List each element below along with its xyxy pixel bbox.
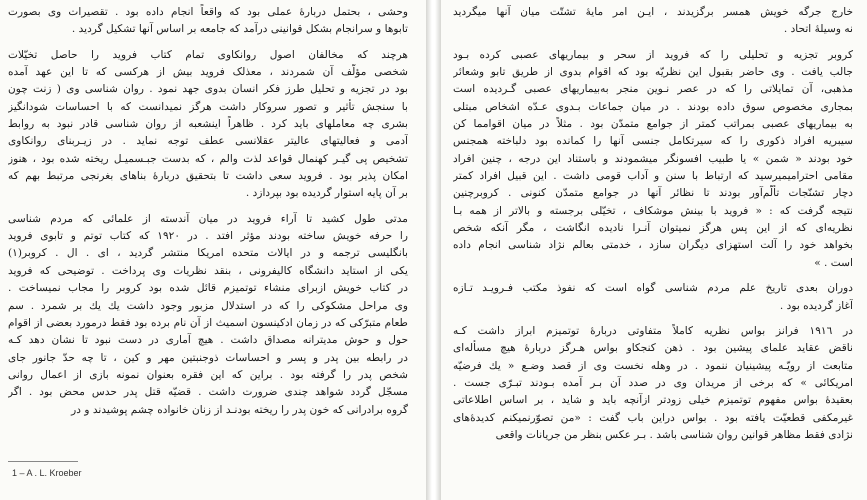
text-line: حول و حوش مدیترانه مصداق داشت . هیچ آماری در دست نبود تا نشان دهد کـه	[8, 334, 408, 347]
text-line: طعام متبرّکی که در زمان ادکینسون اسمیث از آن نام برده بود فقط درمورد بعضی از اقوام	[8, 316, 408, 329]
book-gutter	[426, 0, 441, 500]
text-line: امریکائی » که برخی از مریدان وی در صدد آن بـر آمده بـودند تبـرّی جست .	[453, 376, 853, 389]
paragraph-gap	[453, 315, 853, 323]
text-line: جالب یافت . وی حاضر بقبول این نظریّه بود که اقوام بدوی از طریق تابو وشعائر	[453, 66, 853, 79]
left-page	[0, 0, 426, 500]
text-line: وی مراحل مشکوکی را که در استدلال مزبور وجود داشت یك یك بر شمرد . سم	[8, 299, 408, 312]
text-line: امکان پذیر بود . فروید سعی داشت تا بتحقیق دربارهٔ بناهای بغرنجی مرتبط بهم که	[8, 170, 408, 183]
text-line: بانگلیسی ترجمه و در ایالات متحده امریکا منتشر گردید ، ای . ال . کروبر(۱)	[8, 247, 408, 260]
paragraph	[8, 211, 408, 419]
text-line: بخواهد خود را آلت استهزای دیگران سازد ، خدمتی بعالم نژاد شناسی انجام داده	[453, 239, 853, 252]
text-line: یکی از استاید دانشگاه کالیفرونی ، بنقد نظریات وی پرداخت . توضیحی که فروید	[8, 264, 408, 277]
footnote: 1 – A . L. Kroeber	[12, 468, 82, 478]
paragraph	[453, 4, 853, 39]
text-line: وحشی ، بحتمل دربارهٔ عملی بود که واقعاً انجام داده بود . تقصیرات وی بصورت	[8, 6, 408, 18]
text-line: نژادی فقط مظاهر قوانین روان شناسی باشد . بـر عکس بنظر من جریانات واقعی	[495, 428, 853, 441]
text-line: مقامی احترامیمیرسید که ارتباط با سنن و آداب قومی داشت . این قبیل افراد کمتر	[453, 170, 853, 183]
text-line: دچار تشنّجات تألّم‌آور بودند تا نظائر آنها در جوامع متمدّن کنونی . کروبرچنین	[453, 187, 853, 200]
paragraph-gap	[453, 39, 853, 47]
text-line: به بیماریهای عصبی بمراتب کمتر از جوامع متمدّن بود . مثلاً در میان اقوامما کن	[453, 118, 853, 131]
text-line: نه وسیلهٔ اتحاد .	[783, 23, 853, 36]
text-line: نتیجه گرفت که : « فروید با بینش موشکاف ، تخیّلی برجسته و بالاتر از همه بـا	[453, 204, 853, 217]
paragraph	[453, 323, 853, 444]
text-line: با سنجش تأثیر و تصور سروکار داشت هرگز نمیدانست که با احساسات شودانگیز	[8, 100, 408, 113]
text-line: بمجاری مخصوص سوق داده بودند . در میان جماعات بـدوی عـدّه اشخاص مبتلی	[453, 100, 853, 113]
paragraph-gap	[8, 39, 408, 47]
text-line: متابعت از رویّـه پیشینیان ننمود . در وهله نخست وی از قصد وضـع « یك فرضیّه	[453, 359, 853, 372]
text-line: هرچند که مخالفان اصول روانکاوی تمام کتاب فروید را حاصل تخیّلات	[8, 48, 408, 61]
text-line: غیرمکفی قطعیّت یافته بود . بواس دراین باب گفت : «من تصوّرنمیکنم کدیدهٔ‌های	[453, 411, 853, 424]
text-line: خود بودند « شمن » یا طبیب افسونگر میشمودند و باستناد این درجه ، چنین افراد	[453, 152, 853, 165]
text-line: آدمی و فعالیتهای عالیتر عقلانسی عطف توجه نماید . در زیـربنای روانکاوی	[8, 135, 408, 148]
text-line: گروه برادرانی که خون پدر را ریخته بودنـد از زنان خانواده چشم پوشیدند و در	[71, 403, 408, 416]
text-line: را حرفه خویش ساخته بودند مؤثر افتد . در ۱۹۲۰ که کتاب توتم و تابوی فروید	[8, 230, 408, 243]
text-line: کروبر تجزیه و تحلیلی را که فروید از سحر و بیماریهای عصبی کرده بـود	[453, 48, 853, 61]
text-line: آغاز گردیده بود .	[779, 299, 853, 312]
text-line: تشخیص پی گیـر کهنمال قواعد لذت والم ، که بدست جبـسمیـل ریخته شده بود ، هنوز	[8, 152, 408, 165]
paragraph	[453, 47, 853, 272]
text-line: مسجّل گردد شواهد چندی ضرورت داشت . قضیّه قتل پدر حدس محض بود . اگر	[8, 386, 408, 399]
text-line: بعقیدهٔ بواس مفهوم توتمیزم خیلی زودتر ازآنچه باید و شاید ، بر اساس اطلاعاتی	[453, 394, 853, 407]
text-line: بشری چه معاملهای باید کرد . ظاهراً اینشعبه از روان شناسی قادر نبود به روابط	[8, 118, 408, 131]
text-line: نظریه‌ای که از این پس هرگز نمیتوان آنـرا نادیده انگاشت ، مگر آنکه شخص	[453, 222, 853, 235]
text-line: بود در تجزیه و تحلیل طرز فکر انسان بدوی جهد نمود . روان شناسی وی ( زنت چون	[8, 83, 408, 96]
paragraph	[8, 47, 408, 203]
right-page	[441, 0, 867, 500]
text-line: دوران بعدی تاریخ علم مردم شناسی گواه است که نفوذ مکتب فـرویـد تـازه	[453, 282, 853, 295]
paragraph	[8, 4, 408, 39]
text-line: تابوها و سرانجام بشکل قوانینی درآمد که جامعه بر اساس آنها تشکیل گردید .	[71, 23, 408, 36]
text-line: شخص پدر را گرفته بود . براین که این فقره بعنوان نمونه بازی از اعمال روانی	[8, 368, 408, 381]
paragraph-gap	[453, 272, 853, 280]
text-line: در ۱۹۱٦ فرانز بواس نظریه کاملاً متفاوتی دربارهٔ توتمیزم ابراز داشت کـه	[453, 324, 853, 337]
text-line: بر آن پایه استوار گردیده بود بپردازد .	[245, 187, 408, 200]
text-line: شخصی مؤلّف آن شمردند ، معذلک فروید بیش از هرکسی که تا این عهد آمده	[8, 66, 408, 79]
paragraph	[453, 280, 853, 315]
text-line: است . »	[814, 256, 853, 269]
text-line: خارج جرگه خویش همسر برگزیدند ، ایـن امر مایهٔ تشتّت میان آنها میگردید	[453, 6, 853, 18]
text-line: سیبریه افراد ذکوری را که سیرتکامل جنسی آنها را کمانده بود دلباخته همجنس	[453, 135, 853, 148]
text-line: مذهبی، آن تمایلاتی را که در عصر نـوین منجر به‌بیماریهای عصبی گـردیده است	[453, 83, 853, 96]
footnote-rule	[8, 461, 78, 462]
text-line: مدتی طول کشید تا آراء فروید در میان آندسته از علمائی که مردم شناسی	[8, 212, 408, 225]
text-line: در رابطه بین پدر و پسر و احساسات ذوجنبتین مهر و کین ، تا چه حدّ جانور جای	[8, 351, 408, 364]
text-line: ناقض عقاید علمای پیشین بود . ذهن کنجکاو بواس هـرگز دربارهٔ هیچ مسأله‌ای	[453, 342, 853, 355]
text-line: در کتاب خویش ازبرای منشاء توتمیزم قائل شده بود کروبر را مجاب نمیساخت .	[8, 282, 408, 295]
paragraph-gap	[8, 203, 408, 211]
